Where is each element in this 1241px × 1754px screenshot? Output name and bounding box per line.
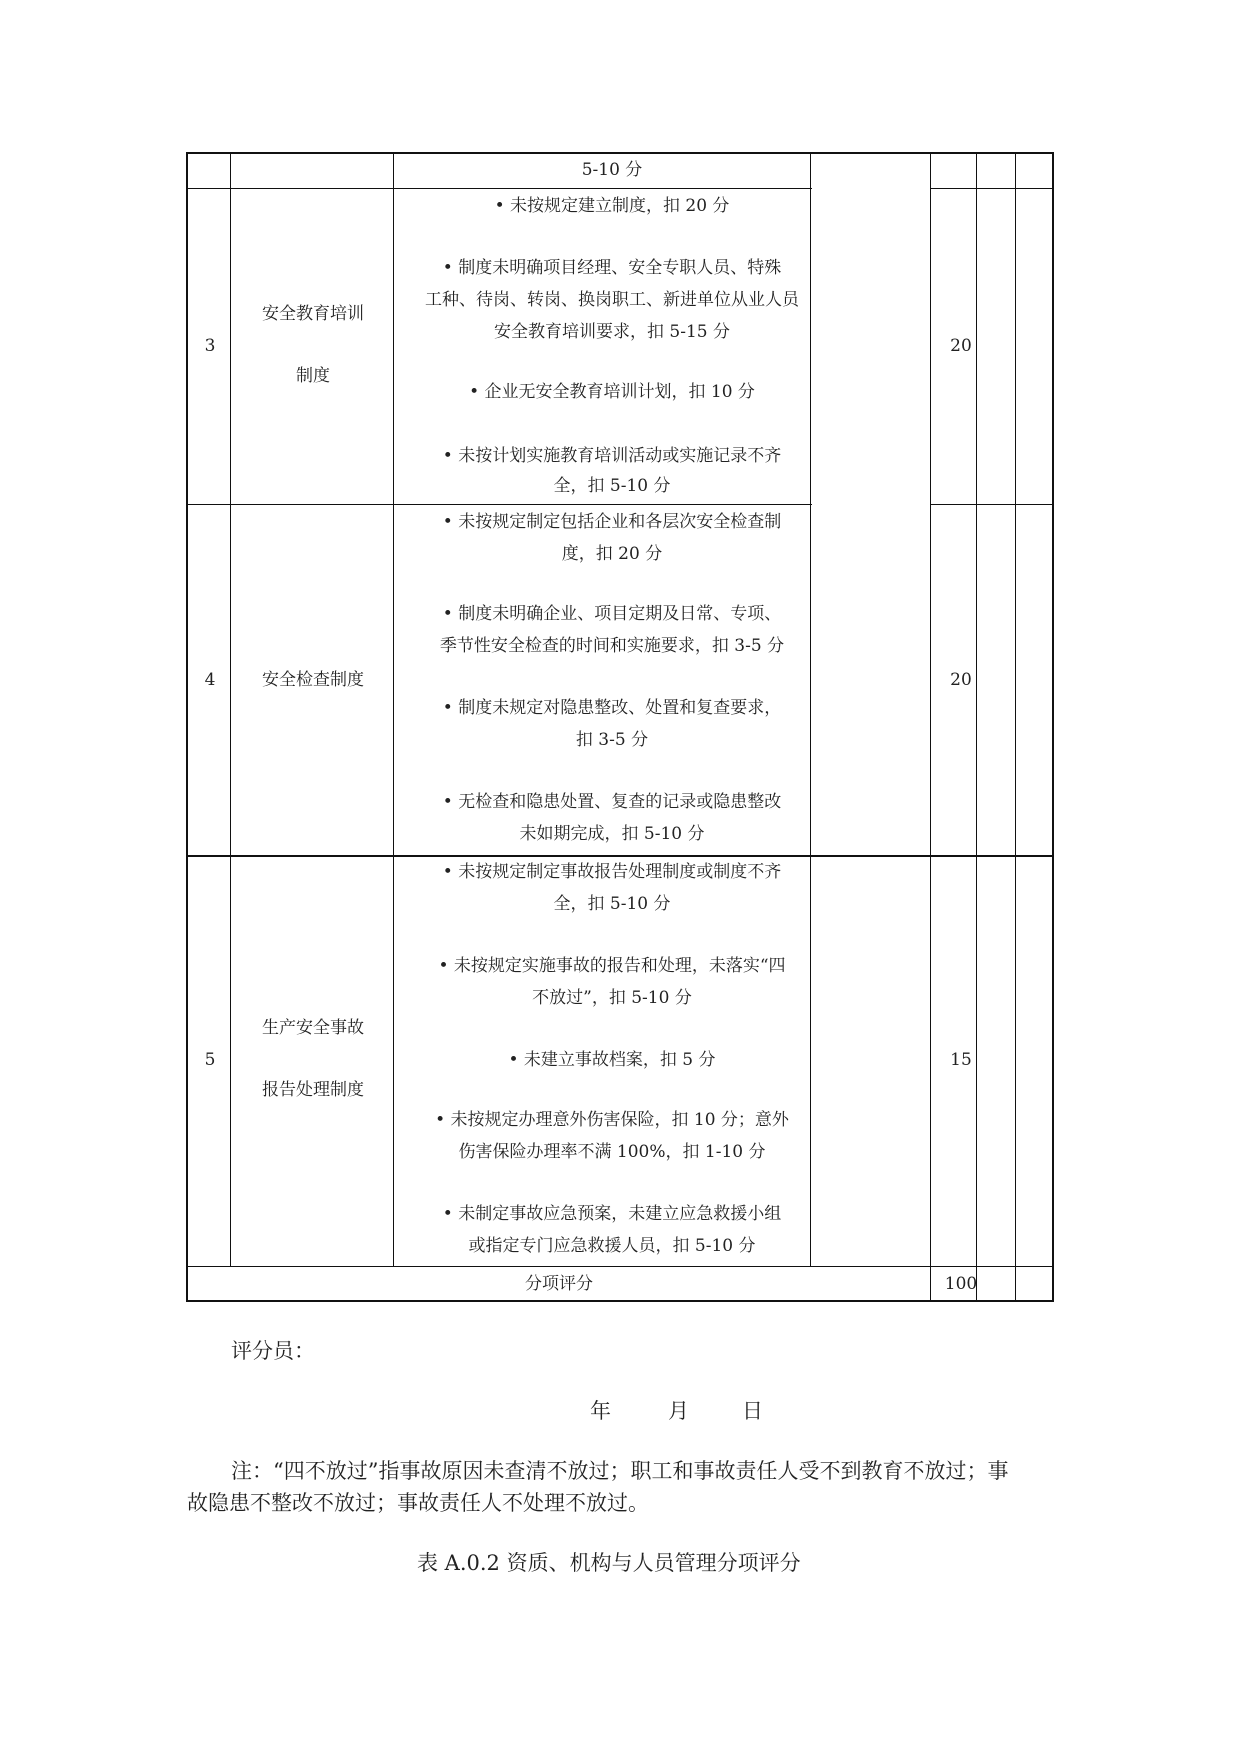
criterion-line: • 未建立事故档案，扣 5 分 — [508, 1050, 716, 1070]
criterion-line: 全，扣 5-10 分 — [553, 894, 671, 914]
row-score: 20 — [950, 670, 972, 690]
criterion-line: • 制度未明确项目经理、安全专职人员、特殊 — [442, 258, 782, 278]
criterion-line: • 无检查和隐患处置、复查的记录或隐患整改 — [442, 792, 782, 812]
table-bottom-border — [186, 1300, 1053, 1302]
criterion-line: • 未制定事故应急预案，未建立应急救援小组 — [442, 1204, 782, 1224]
item-name: 报告处理制度 — [262, 1080, 364, 1100]
column-divider — [1015, 152, 1016, 1302]
row-number: 5 — [204, 1050, 216, 1070]
criterion-line: 工种、待岗、转岗、换岗职工、新进单位从业人员 — [425, 290, 799, 310]
criterion-line: • 企业无安全教育培训计划，扣 10 分 — [469, 382, 755, 402]
criterion-line: 或指定专门应急救援人员，扣 5-10 分 — [468, 1236, 756, 1256]
note-line-1: 注：“四不放过”指事故原因未查清不放过；职工和事故责任人受不到教育不放过；事 — [231, 1459, 1009, 1483]
table-top-border — [186, 152, 1053, 154]
row-divider — [186, 188, 812, 189]
criterion-line: • 未按规定制定事故报告处理制度或制度不齐 — [442, 862, 782, 882]
row-divider — [186, 855, 1053, 857]
row-divider — [930, 188, 1053, 189]
criterion-line: 扣 3-5 分 — [575, 730, 649, 750]
criterion-line: • 制度未明确企业、项目定期及日常、专项、 — [442, 604, 782, 624]
row-divider — [930, 504, 1053, 505]
criterion-line: • 未按规定建立制度，扣 20 分 — [494, 196, 730, 216]
item-name: 安全教育培训 — [262, 304, 364, 324]
criterion-line: • 未按规定制定包括企业和各层次安全检查制 — [442, 512, 782, 532]
row-score: 20 — [950, 336, 972, 356]
row-number: 3 — [204, 336, 216, 356]
row-number: 4 — [204, 670, 216, 690]
criterion-line: 全，扣 5-10 分 — [553, 476, 671, 496]
scorer-label: 评分员： — [231, 1339, 315, 1363]
criterion-line: • 未按规定办理意外伤害保险，扣 10 分；意外 — [435, 1110, 789, 1130]
item-name: 安全检查制度 — [262, 670, 364, 690]
column-divider — [976, 152, 977, 1302]
criterion-line: 未如期完成，扣 5-10 分 — [519, 824, 705, 844]
criterion-line: 安全教育培训要求，扣 5-15 分 — [494, 322, 730, 342]
table-caption: 表 A.0.2 资质、机构与人员管理分项评分 — [417, 1551, 801, 1575]
criterion-line: 季节性安全检查的时间和实施要求，扣 3-5 分 — [439, 636, 785, 656]
criterion-line: 不放过”，扣 5-10 分 — [532, 988, 692, 1008]
note-line-2: 故隐患不整改不放过；事故责任人不处理不放过。 — [187, 1491, 649, 1515]
date-month: 月 — [668, 1399, 689, 1423]
column-divider — [930, 152, 931, 1302]
date-year: 年 — [590, 1399, 611, 1423]
total-score: 100 — [944, 1274, 978, 1294]
column-divider — [230, 152, 231, 1267]
criterion-line: • 制度未规定对隐患整改、处置和复查要求， — [442, 698, 782, 718]
item-name: 制度 — [296, 366, 330, 386]
criterion-line: • 未按规定实施事故的报告和处理，未落实“四 — [438, 956, 786, 976]
date-day: 日 — [742, 1399, 763, 1423]
row-divider — [186, 1266, 1053, 1267]
total-label: 分项评分 — [525, 1274, 593, 1294]
item-name: 生产安全事故 — [262, 1018, 364, 1038]
table-left-border — [186, 152, 188, 1302]
row-score: 15 — [950, 1050, 972, 1070]
previous-row-deduction: 5-10 分 — [581, 160, 643, 180]
table-right-border — [1052, 152, 1054, 1302]
criterion-line: 度，扣 20 分 — [561, 544, 663, 564]
criterion-line: 伤害保险办理率不满 100%，扣 1-10 分 — [458, 1142, 766, 1162]
row-divider — [186, 504, 812, 505]
criterion-line: • 未按计划实施教育培训活动或实施记录不齐 — [442, 446, 782, 466]
